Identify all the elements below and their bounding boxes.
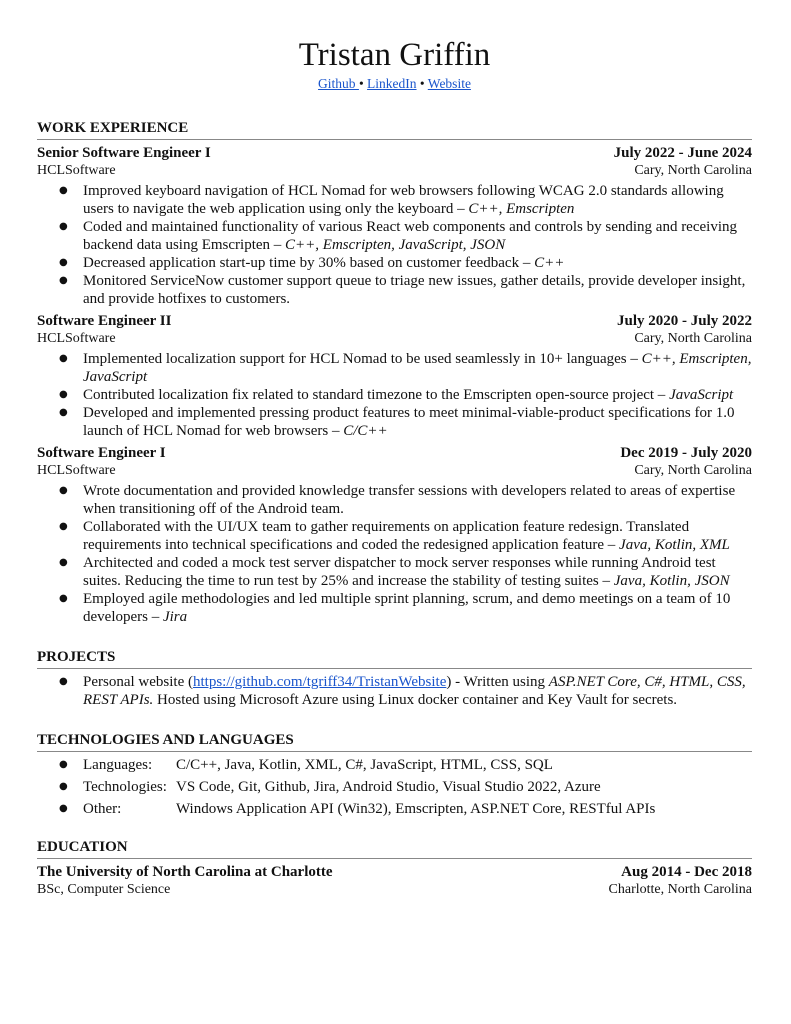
bullet-item: ● Implemented localization support for HCL Nomad to be used seamlessly in 10+ languages – C++, Emscripten, JavaScript [83,350,752,386]
technologies-list [37,756,752,818]
tech-stack: C++, Emscripten, JavaScript, JSON [285,237,506,253]
contact-links [37,75,752,93]
job-entry [37,312,752,440]
project-list [37,673,752,709]
bullet-item: ● Contributed localization fix related to standard timezone to the Emscripten open-source project – JavaScript [83,386,752,404]
section-title: TECHNOLOGIES AND LANGUAGES [37,731,752,752]
job-entry [37,444,752,626]
tech-row [83,800,752,818]
job-role: Software Engineer II [37,313,172,329]
resume-page [37,36,752,898]
bullet-item: ● Monitored ServiceNow customer support queue to triage new issues, gather details, provide developer insight, and provide hotfixes to customers. [83,272,752,308]
tech-label: Languages: [83,757,153,773]
education-section [37,838,752,898]
job-bullets [37,482,752,626]
tech-stack: Java, Kotlin, XML [619,537,730,553]
candidate-name: Tristan Griffin [298,37,491,73]
job-role: Senior Software Engineer I [37,145,211,161]
tech-label: Other: [83,801,122,817]
education-location: Charlotte, North Carolina [608,882,752,897]
education-entry [37,863,752,898]
website-link[interactable]: Website [427,76,471,91]
section-title: EDUCATION [37,838,752,859]
job-location: Cary, North Carolina [634,463,752,478]
job-role: Software Engineer I [37,445,166,461]
job-dates: Dec 2019 - July 2020 [620,445,752,461]
bullet-item: ● Wrote documentation and provided knowledge transfer sessions with developers related to areas of expertise when transitioning off of the Android team. [83,482,752,518]
tech-value: VS Code, Git, Github, Jira, Android Studio, Visual Studio 2022, Azure [176,779,601,795]
tech-stack: C++ [534,255,565,271]
tech-label: Technologies: [83,779,167,795]
tech-stack: C++, Emscripten [468,201,575,217]
projects-section [37,648,752,709]
job-location: Cary, North Carolina [634,331,752,346]
job-company: HCLSoftware [37,331,116,346]
tech-stack: JavaScript [669,387,734,403]
linkedin-link[interactable]: LinkedIn [367,76,417,91]
tech-value: Windows Application API (Win32), Emscripten, ASP.NET Core, RESTful APIs [176,801,656,817]
tech-stack: C/C++ [343,423,388,439]
section-title: PROJECTS [37,648,752,669]
work-experience-section [37,119,752,626]
project-repo-link[interactable]: https://github.com/tgriff34/TristanWebsite [192,674,447,690]
link-separator: • [358,76,368,91]
github-link[interactable]: Github [318,76,359,91]
job-company: HCLSoftware [37,463,116,478]
tech-stack: ASP.NET Core, C#, HTML, CSS, REST APIs. [83,674,746,708]
link-separator: • [416,76,428,91]
tech-row [83,778,752,796]
tech-row [83,756,752,774]
tech-stack: Jira [162,609,188,625]
bullet-item: ● Collaborated with the UI/UX team to gather requirements on application feature redesign. Translated requirements into technical specifications and coded the redesigned application feature – Java, Kotlin, XML [83,518,752,554]
bullet-item: ● Improved keyboard navigation of HCL Nomad for web browsers following WCAG 2.0 standards allowing users to navigate the web application using only the keyboard – C++, Emscripten [83,182,752,218]
job-location: Cary, North Carolina [634,163,752,178]
job-company: HCLSoftware [37,163,116,178]
bullet-item: ● Decreased application start-up time by 30% based on customer feedback – C++ [83,254,752,272]
bullet-item: ● Employed agile methodologies and led multiple sprint planning, scrum, and demo meetings on a team of 10 developers – Jira [83,590,752,626]
education-dates: Aug 2014 - Dec 2018 [621,864,752,880]
job-bullets [37,350,752,440]
job-dates: July 2022 - June 2024 [613,145,752,161]
bullet-item: ● Developed and implemented pressing product features to meet minimal-viable-product specifications for 1.0 launch of HCL Nomad for web browsers – C/C++ [83,404,752,440]
bullet-item: ● Coded and maintained functionality of various React web components and controls by sending and receiving backend data using Emscripten – C++, Emscripten, JavaScript, JSON [83,218,752,254]
project-item: ● Personal website (https://github.com/tgriff34/TristanWebsite) - Written using ASP.NET Core, C#, HTML, CSS, REST APIs. Hosted using Microsoft Azure using Linux docker container and Key Vault for secrets. [83,673,752,709]
job-dates: July 2020 - July 2022 [616,313,752,329]
section-title: WORK EXPERIENCE [37,119,752,140]
tech-value: C/C++, Java, Kotlin, XML, C#, JavaScript, HTML, CSS, SQL [176,757,553,773]
tech-stack: Java, Kotlin, JSON [613,573,730,589]
job-bullets [37,182,752,308]
bullet-item: ● Architected and coded a mock test server dispatcher to mock server responses while running Android test suites. Reducing the time to run test by 25% and increase the stability of testing suites – Java, Kotlin, JSON [83,554,752,590]
technologies-section [37,731,752,818]
tech-stack: C++, Emscripten, JavaScript [83,351,752,385]
degree: BSc, Computer Science [37,882,171,897]
school-name: The University of North Carolina at Charlotte [37,864,333,880]
job-entry [37,144,752,308]
